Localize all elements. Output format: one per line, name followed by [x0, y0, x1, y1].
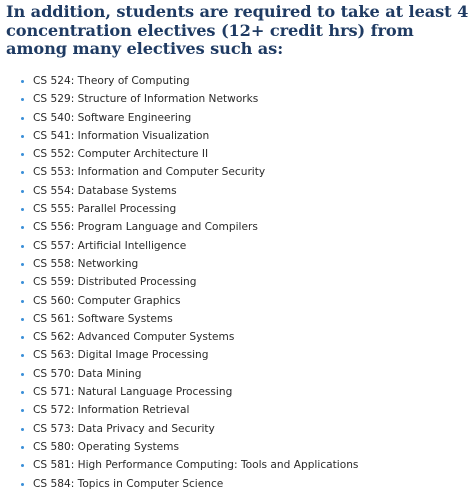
course-label: CS 562: Advanced Computer Systems [33, 331, 235, 344]
bullet-icon [21, 263, 24, 266]
bullet-icon [21, 208, 24, 211]
course-label: CS 554: Database Systems [33, 184, 177, 197]
list-item [0, 328, 474, 346]
course-label: CS 541: Information Visualization [33, 129, 210, 142]
course-label: CS 524: Theory of Computing [33, 75, 190, 87]
list-item [0, 218, 474, 236]
bullet-icon [21, 354, 24, 357]
list-item [0, 420, 474, 438]
bullet-icon [21, 483, 24, 486]
electives-heading: In addition, students are required to take at least 4 concentration electives (12+ credit hrs) from among many electives such as: [6, 2, 469, 58]
list-item [0, 163, 474, 181]
course-label: CS 580: Operating Systems [33, 440, 180, 453]
list-item [0, 365, 474, 383]
bullet-icon [21, 98, 24, 101]
course-label: CS 540: Software Engineering [33, 111, 192, 124]
list-item [0, 383, 474, 401]
list-item [0, 438, 474, 456]
list-item [0, 273, 474, 291]
course-label: CS 560: Computer Graphics [33, 294, 181, 307]
course-label: CS 553: Information and Computer Security [33, 166, 266, 179]
bullet-icon [21, 391, 24, 394]
bullet-icon [21, 226, 24, 229]
list-item [0, 127, 474, 145]
list-item [0, 401, 474, 419]
bullet-icon [21, 409, 24, 412]
course-label: CS 570: Data Mining [33, 367, 142, 380]
list-item [0, 456, 474, 474]
bullet-icon [21, 318, 24, 321]
bullet-icon [21, 428, 24, 431]
course-label: CS 561: Software Systems [33, 312, 173, 325]
bullet-icon [21, 446, 24, 449]
list-item [0, 72, 474, 90]
course-label: CS 573: Data Privacy and Security [33, 422, 215, 435]
list-item [0, 182, 474, 200]
bullet-icon [21, 171, 24, 174]
bullet-icon [21, 135, 24, 138]
course-label: CS 584: Topics in Computer Science [33, 477, 224, 490]
course-label: CS 563: Digital Image Processing [33, 349, 209, 362]
list-item [0, 475, 474, 493]
bullet-icon [21, 300, 24, 303]
list-item [0, 200, 474, 218]
bullet-icon [21, 464, 24, 467]
list-item [0, 310, 474, 328]
course-label: CS 557: Artificial Intelligence [33, 239, 187, 252]
course-label: CS 529: Structure of Information Networks [33, 93, 259, 106]
bullet-icon [21, 153, 24, 156]
course-label: CS 571: Natural Language Processing [33, 386, 233, 399]
list-item [0, 145, 474, 163]
bullet-icon [21, 117, 24, 120]
electives-list [0, 72, 474, 493]
bullet-icon [21, 336, 24, 339]
course-label: CS 555: Parallel Processing [33, 203, 177, 216]
list-item [0, 109, 474, 127]
bullet-icon [21, 245, 24, 248]
bullet-icon [21, 373, 24, 376]
list-item [0, 346, 474, 364]
course-label: CS 552: Computer Architecture II [33, 148, 209, 161]
list-item [0, 292, 474, 310]
bullet-icon [21, 190, 24, 193]
bullet-icon [21, 281, 24, 284]
bullet-icon [21, 80, 24, 83]
course-label: CS 556: Program Language and Compilers [33, 221, 258, 234]
course-label: CS 572: Information Retrieval [33, 404, 190, 417]
list-item [0, 90, 474, 108]
course-label: CS 558: Networking [33, 257, 139, 270]
list-item [0, 237, 474, 255]
list-item [0, 255, 474, 273]
course-label: CS 559: Distributed Processing [33, 276, 197, 289]
course-label: CS 581: High Performance Computing: Tools and Applications [33, 459, 359, 472]
